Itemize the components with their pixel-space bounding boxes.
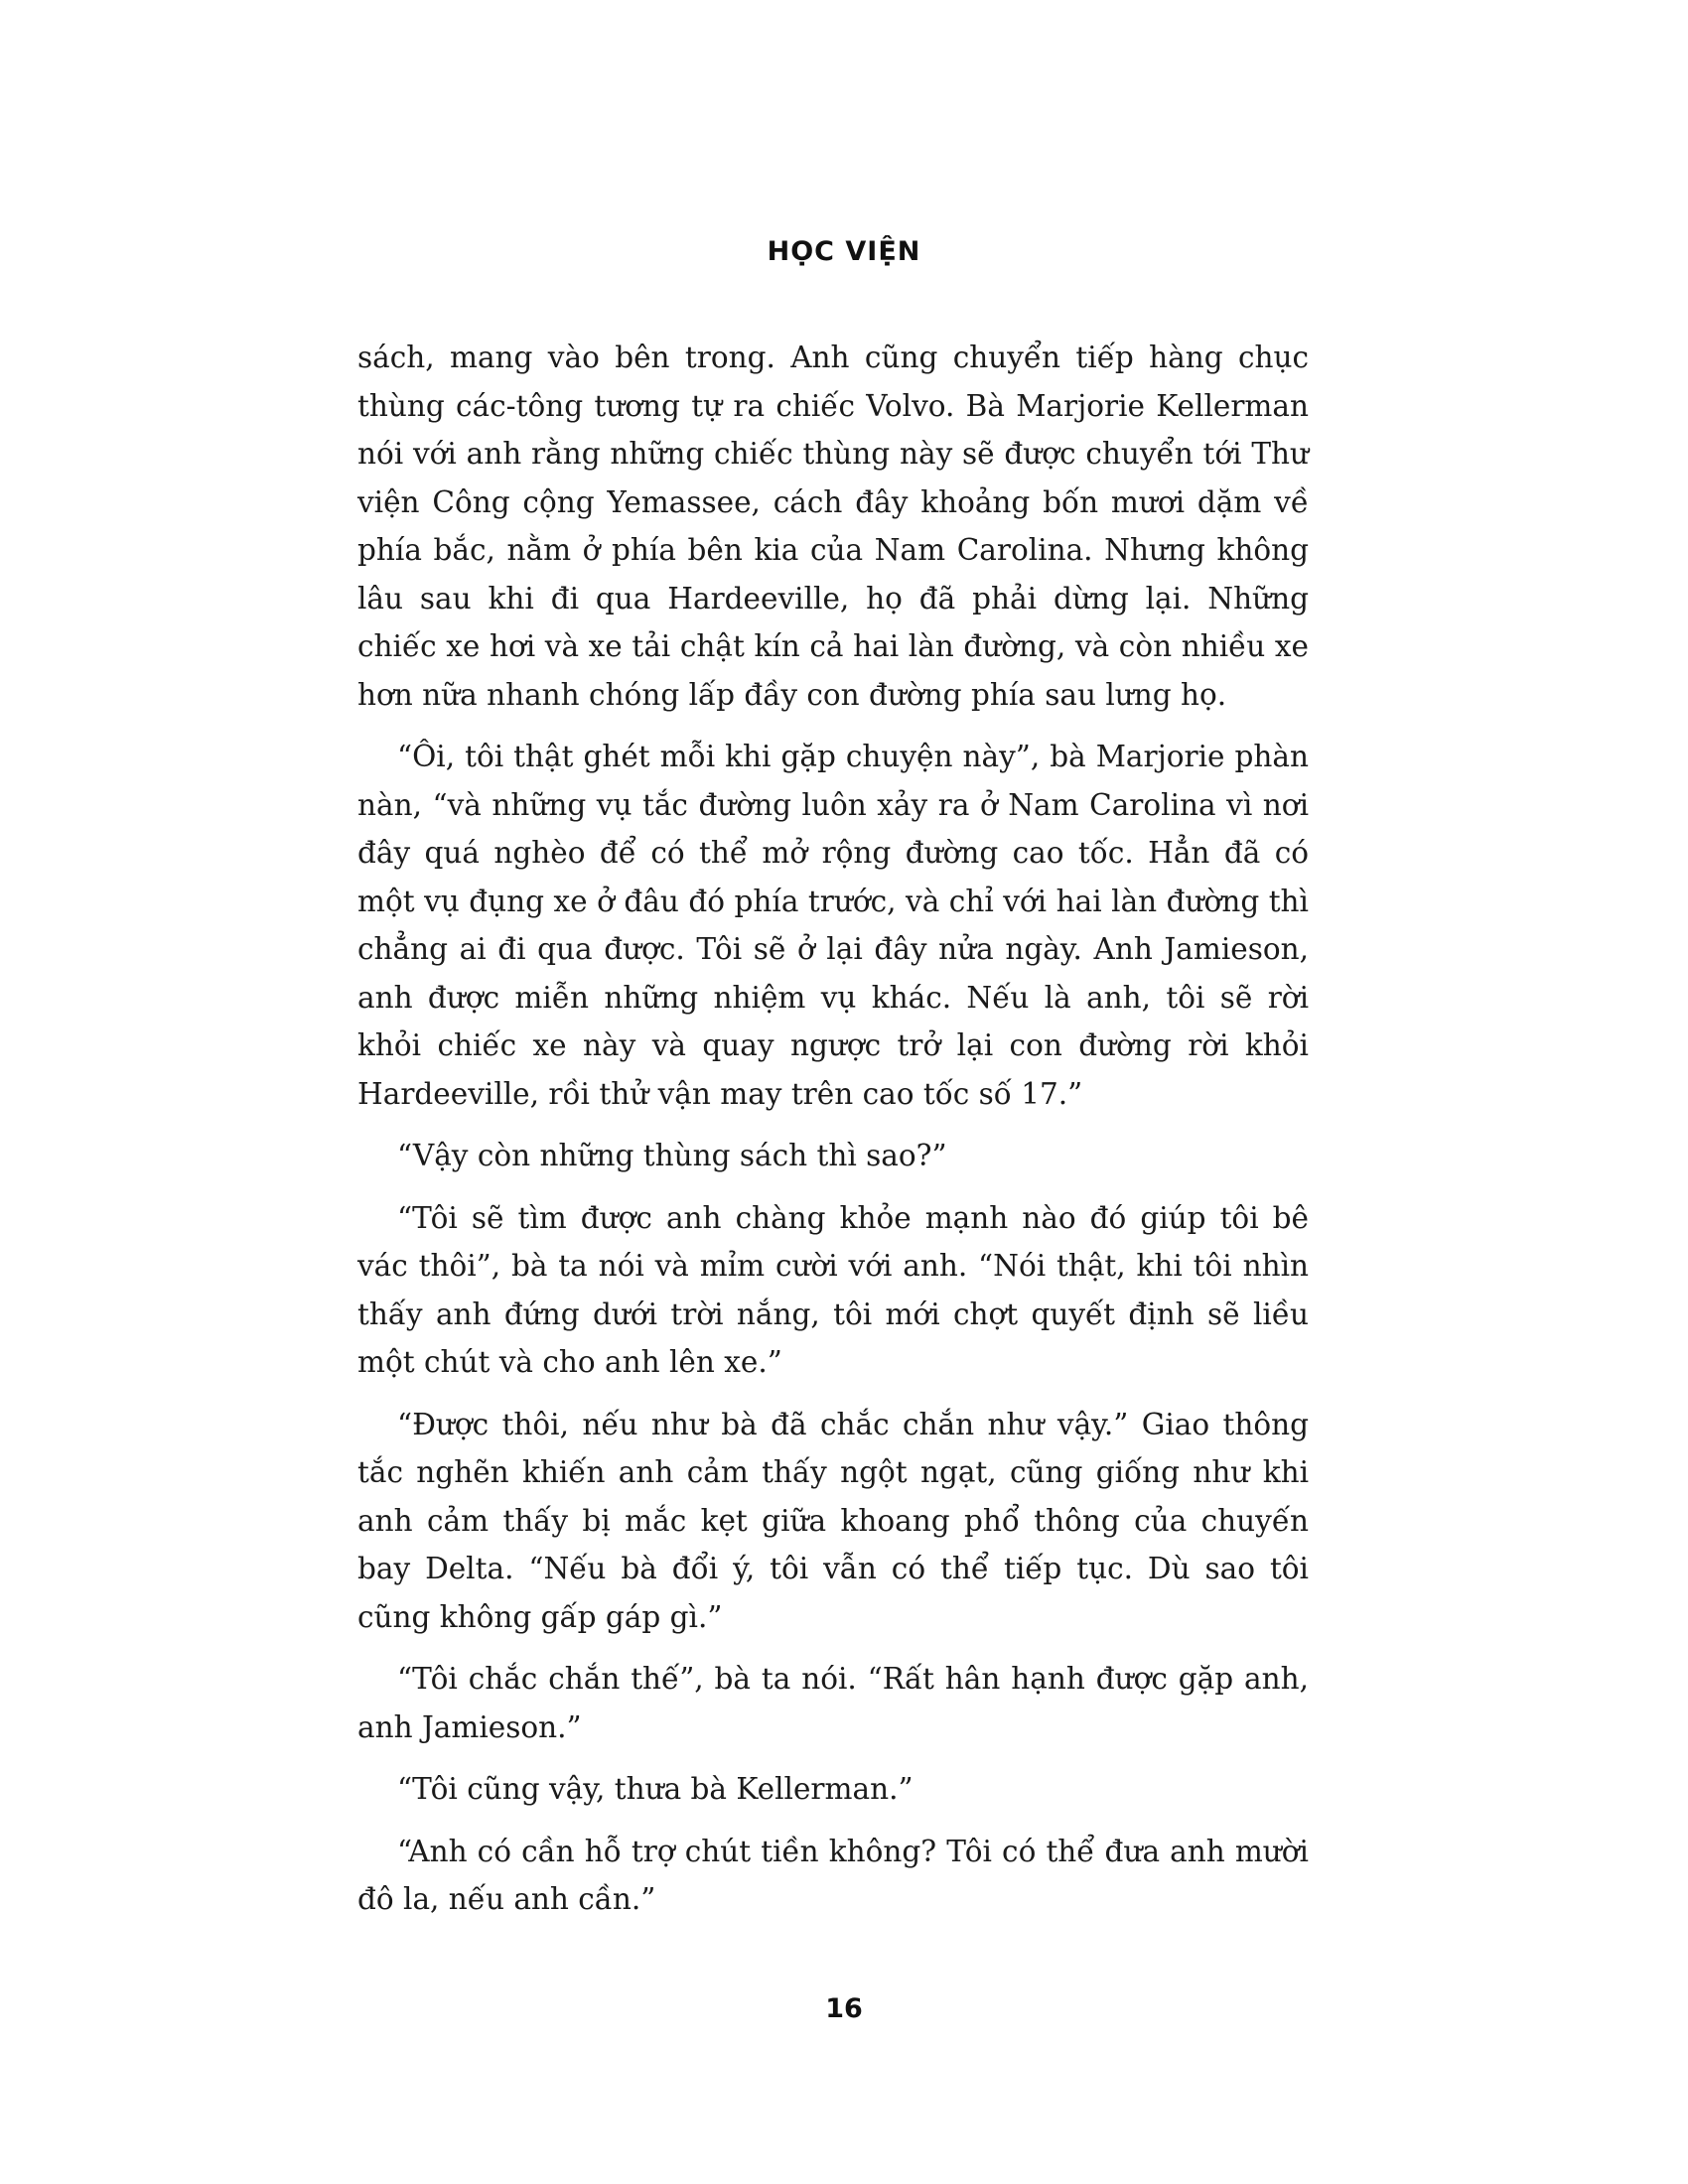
running-header: HỌC VIỆN <box>767 236 921 267</box>
paragraph: “Được thôi, nếu như bà đã chắc chắn như vậy.” Giao thông tắc nghẽn khiến anh cảm thấy ngột ngạt, cũng giống như khi anh cảm thấy bị mắc kẹt giữa khoang phổ thông của chuyến bay Delta. “Nếu bà đổi ý, tôi vẫn có thể tiếp tục. Dù sao tôi cũng không gấp gáp gì.” <box>357 1407 1309 1634</box>
paragraph-continued: sách, mang vào bên trong. Anh cũng chuyển tiếp hàng chục thùng các-tông tương tự ra chiếc Volvo. Bà Marjorie Kellerman nói với anh rằng những chiếc thùng này sẽ được chuyển tới Thư viện Công cộng Yemassee, cách đây khoảng bốn mươi dặm về phía bắc, nằm ở phía bên kia của Nam Carolina. Nhưng không lâu sau khi đi qua Hardeeville, họ đã phải dừng lại. Những chiếc xe hơi và xe tải chật kín cả hai làn đường, và còn nhiều xe hơn nữa nhanh chóng lấp đầy con đường phía sau lưng họ. <box>357 341 1309 712</box>
paragraph: “Tôi chắc chắn thế”, bà ta nói. “Rất hân hạnh được gặp anh, anh Jamieson.” <box>357 1662 1309 1744</box>
paragraph: “Tôi sẽ tìm được anh chàng khỏe mạnh nào đó giúp tôi bê vác thôi”, bà ta nói và mỉm cười với anh. “Nói thật, khi tôi nhìn thấy anh đứng dưới trời nắng, tôi mới chợt quyết định sẽ liều một chút và cho anh lên xe.” <box>357 1200 1309 1379</box>
paragraph: “Vậy còn những thùng sách thì sao?” <box>397 1139 947 1172</box>
page-number: 16 <box>825 1993 863 2024</box>
paragraph: “Anh có cần hỗ trợ chút tiền không? Tôi có thể đưa anh mười đô la, nếu anh cần.” <box>357 1834 1309 1916</box>
paragraph: “Ôi, tôi thật ghét mỗi khi gặp chuyện này”, bà Marjorie phàn nàn, “và những vụ tắc đường luôn xảy ra ở Nam Carolina vì nơi đây quá nghèo để có thể mở rộng đường cao tốc. Hẳn đã có một vụ đụng xe ở đâu đó phía trước, và chỉ với hai làn đường thì chẳng ai đi qua được. Tôi sẽ ở lại đây nửa ngày. Anh Jamieson, anh được miễn những nhiệm vụ khác. Nếu là anh, tôi sẽ rời khỏi chiếc xe này và quay ngược trở lại con đường rời khỏi Hardeeville, rồi thử vận may trên cao tốc số 17.” <box>357 740 1309 1111</box>
body-text <box>357 334 1309 1938</box>
paragraph: “Tôi cũng vậy, thưa bà Kellerman.” <box>397 1772 914 1806</box>
